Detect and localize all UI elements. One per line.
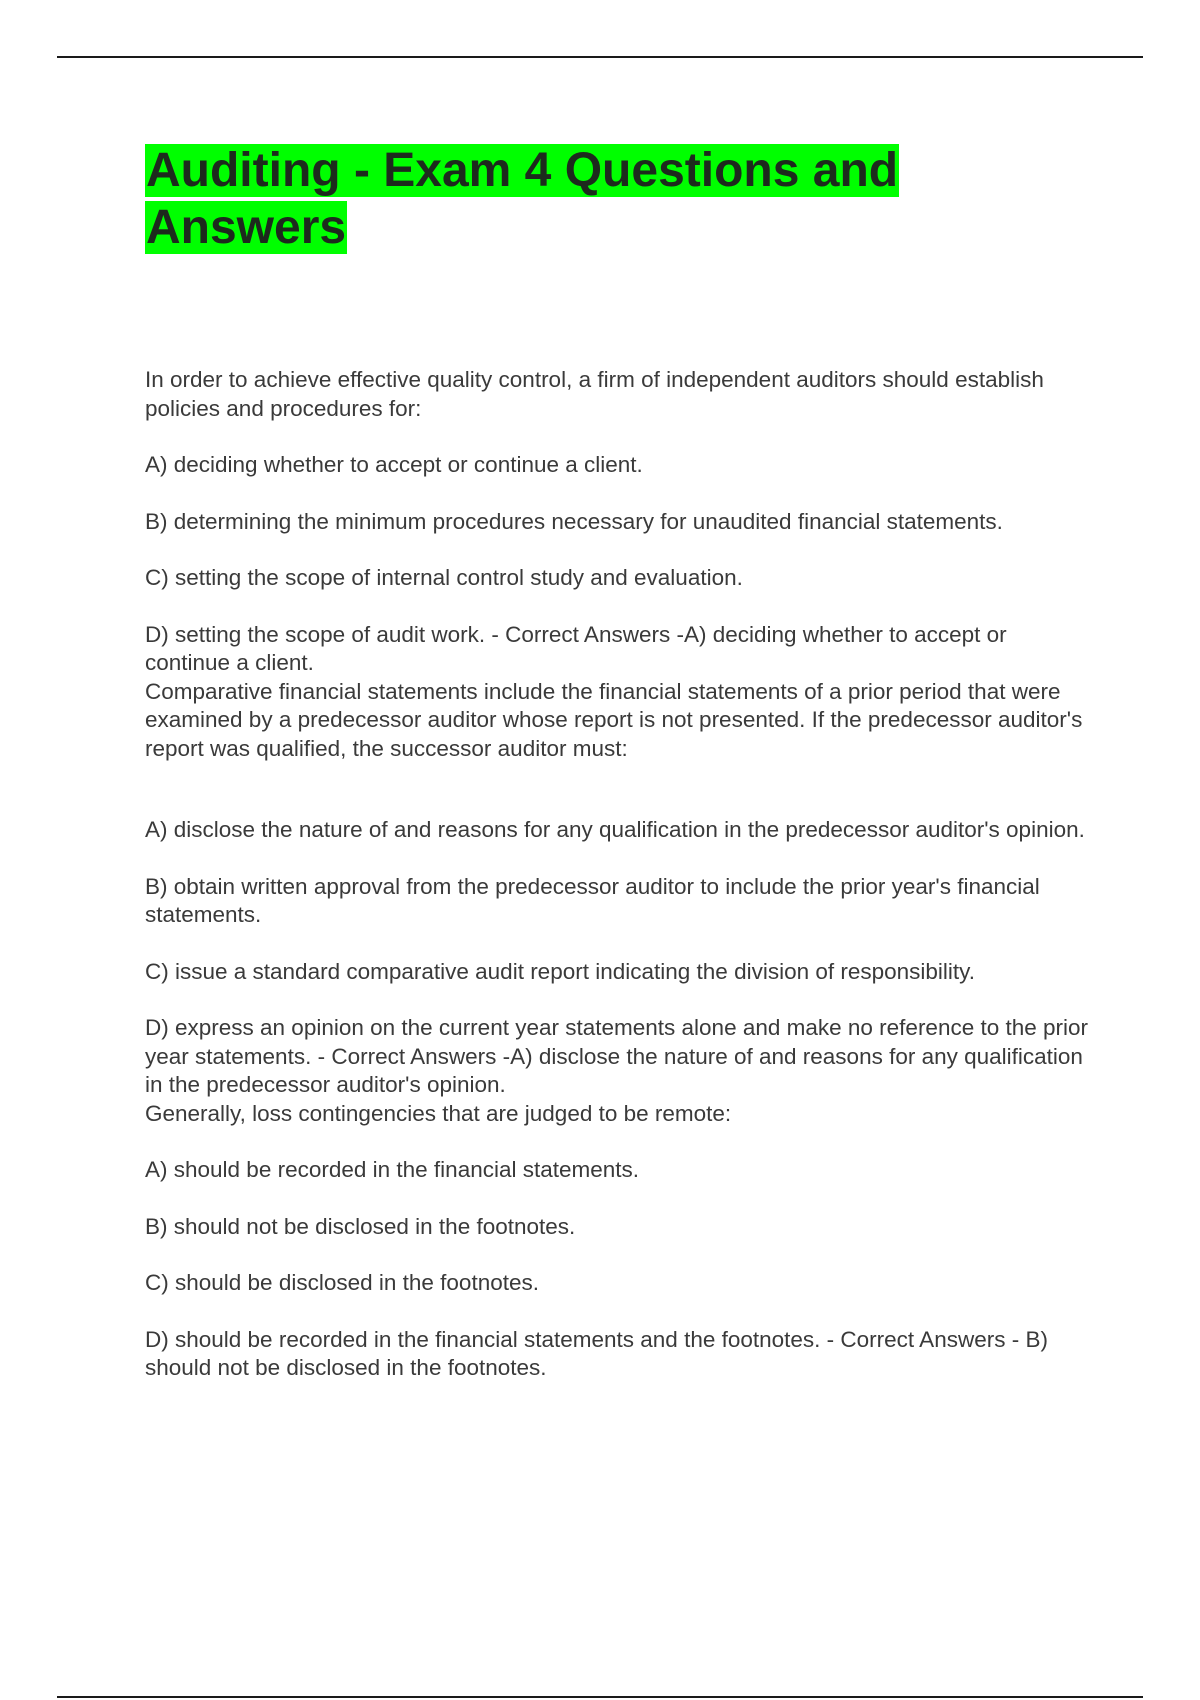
paragraph-spacer [145, 1185, 1090, 1213]
body-paragraph: In order to achieve effective quality control, a firm of independent auditors should establish policies and procedures for: [145, 367, 1044, 421]
body-paragraph: D) setting the scope of audit work. - Correct Answers -A) deciding whether to accept or continue a client. [145, 621, 1007, 675]
document-body [145, 366, 1090, 1383]
document-title [145, 142, 1045, 256]
paragraph-spacer [145, 930, 1090, 958]
body-paragraph: Generally, loss contingencies that are judged to be remote: [145, 1100, 732, 1126]
paragraph-spacer [145, 986, 1090, 1014]
footer-rule [57, 1696, 1143, 1698]
paragraph-spacer [145, 536, 1090, 564]
header-rule [57, 56, 1143, 58]
body-paragraph: D) should be recorded in the financial statements and the footnotes. - Correct Answers - B) should not be disclosed in the footnotes. [145, 1326, 1048, 1380]
body-paragraph: A) should be recorded in the financial statements. [145, 1157, 640, 1182]
body-paragraph: A) deciding whether to accept or continue a client. [145, 452, 643, 477]
body-paragraph: C) should be disclosed in the footnotes. [145, 1270, 539, 1295]
paragraph-spacer [145, 1298, 1090, 1326]
paragraph-spacer [145, 845, 1090, 873]
body-paragraph: Comparative financial statements include the financial statements of a prior period that were examined by a predecessor auditor whose report is not presented. If the predecessor auditor's report was qualified, the successor auditor must: [145, 678, 1083, 761]
body-paragraph: C) setting the scope of internal control study and evaluation. [145, 565, 743, 590]
paragraph-spacer [145, 763, 1090, 816]
paragraph-spacer [145, 1128, 1090, 1156]
paragraph-spacer [145, 423, 1090, 451]
body-paragraph: B) obtain written approval from the predecessor auditor to include the prior year's financial statements. [145, 873, 1040, 927]
body-paragraph: C) issue a standard comparative audit report indicating the division of responsibility. [145, 958, 976, 984]
paragraph-spacer [145, 593, 1090, 621]
body-paragraph: D) express an opinion on the current year statements alone and make no reference to the prior year statements. - Correct Answers -A) disclose the nature of and reasons for any qualification in the predecessor auditor's opinion. [145, 1015, 1089, 1097]
body-paragraph: A) disclose the nature of and reasons for any qualification in the predecessor auditor's opinion. [145, 817, 1085, 842]
paragraph-spacer [145, 1241, 1090, 1269]
paragraph-spacer [145, 480, 1090, 508]
body-paragraph: B) determining the minimum procedures necessary for unaudited financial statements. [145, 508, 1003, 534]
title-highlight: Auditing - Exam 4 Questions and Answers [146, 144, 899, 254]
body-paragraph: B) should not be disclosed in the footnotes. [145, 1213, 576, 1239]
